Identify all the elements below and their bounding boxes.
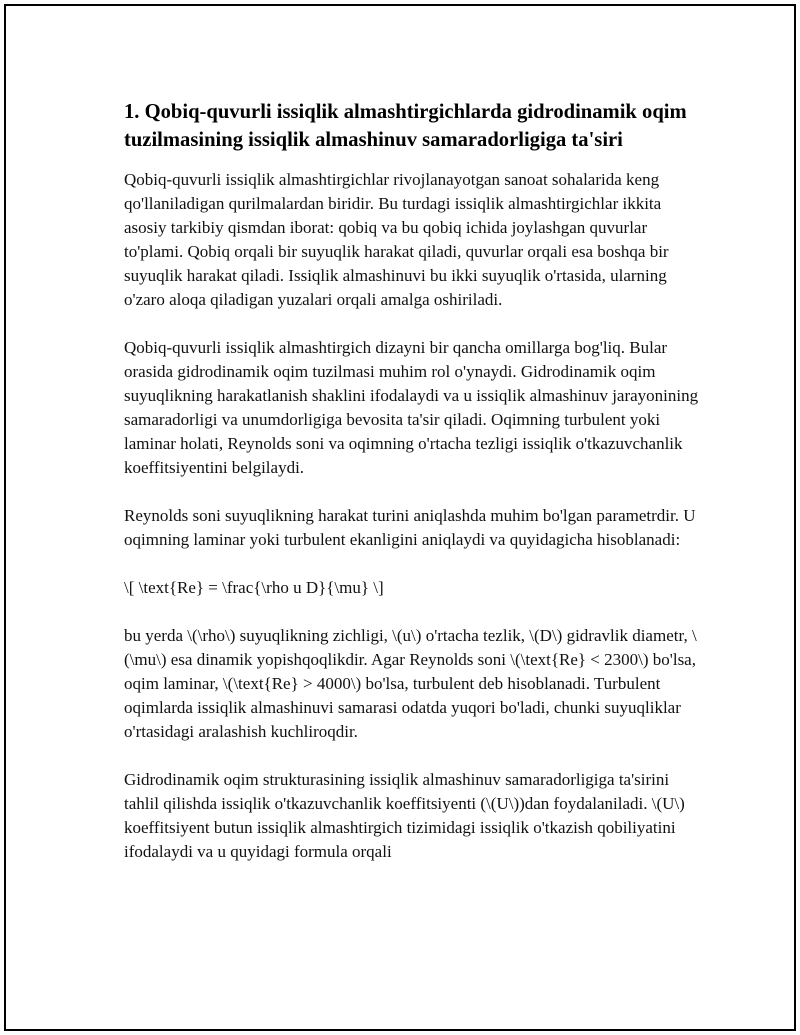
section-heading: 1. Qobiq-quvurli issiqlik almashtirgichlarda gidrodinamik oqim tuzilmasining issiqlik almashinuv samaradorligiga ta'siri (124, 101, 687, 151)
page-border (4, 4, 796, 1031)
formula-reynolds: \[ \text{Re} = \frac{\rho u D}{\mu} \] (124, 578, 384, 597)
paragraph-design-factors: Qobiq-quvurli issiqlik almashtirgich dizayni bir qancha omillarga bog'liq. Bular orasida gidrodinamik oqim tuzilmasi muhim rol o'ynaydi. Gidrodinamik oqim suyuqlikning harakatlanish shaklini ifodalaydi va u issiqlik almashinuv jarayonining samaradorligi va unumdorligiga bevosita ta'sir qiladi. Oqimning turbulent yoki laminar holati, Reynolds soni va oqimning o'rtacha tezligi issiqlik o'tkazuvchanlik koeffitsiyentini belgilaydi. (124, 338, 699, 477)
paragraph-reynolds-variables: bu yerda \(\rho\) suyuqlikning zichligi, \(u\) o'rtacha tezlik, \(D\) gidravlik diametr, \(\mu\) esa dinamik yopishqoqlikdir. Agar Reynolds soni \(\text{Re} < 2300\) bo'lsa, oqim laminar, \(\text{Re} > 4000\) bo'lsa, turbulent deb hisoblanadi. Turbulent oqimlarda issiqlik almashinuvi samarasi odatda yuqori bo'ladi, chunki suyuqliklar o'rtasidagi aralashish kuchliroqdir. (124, 626, 697, 741)
paragraph-reynolds-intro: Reynolds soni suyuqlikning harakat turini aniqlashda muhim bo'lgan parametrdir. U oqimning laminar yoki turbulent ekanligini aniqlaydi va quyidagicha hisoblanadi: (124, 506, 696, 549)
paragraph-heat-transfer-coefficient: Gidrodinamik oqim strukturasining issiqlik almashinuv samaradorligiga ta'sirini tahlil qilishda issiqlik o'tkazuvchanlik koeffitsiyenti (\(U\))dan foydalaniladi. \(U\) koeffitsiyent butun issiqlik almashtirgich tizimidagi issiqlik o'tkazish qobiliyatini ifodalaydi va u quyidagi formula orqali (124, 770, 685, 861)
paragraph-intro: Qobiq-quvurli issiqlik almashtirgichlar rivojlanayotgan sanoat sohalarida keng qo'llaniladigan qurilmalardan biridir. Bu turdagi issiqlik almashtirgichlar ikkita asosiy tarkibiy qismdan iborat: qobiq va bu qobiq ichida joylashgan quvurlar to'plami. Qobiq orqali bir suyuqlik harakat qiladi, quvurlar orqali esa boshqa bir suyuqlik harakat qiladi. Issiqlik almashinuvi bu ikki suyuqlik o'rtasida, ularning o'zaro aloqa qiladigan yuzalari orqali amalga oshiriladi. (124, 170, 669, 309)
document-body (124, 98, 699, 888)
